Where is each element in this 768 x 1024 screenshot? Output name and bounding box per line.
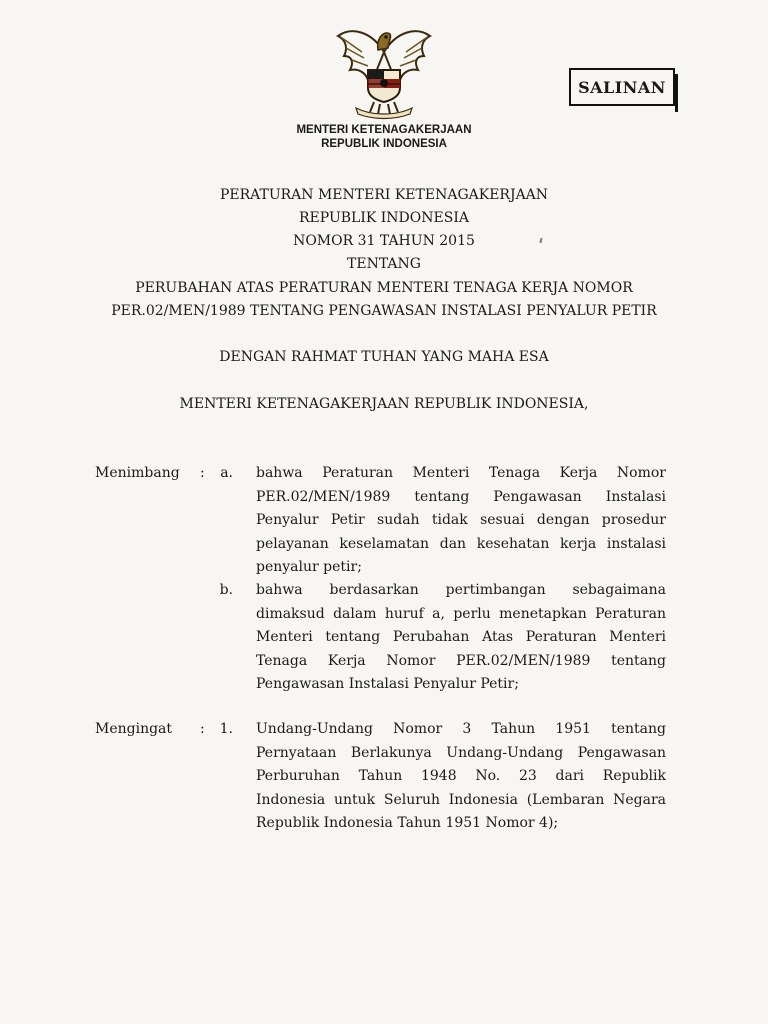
- preamble-line-2: MENTERI KETENAGAKERJAAN REPUBLIK INDONESIA,: [179, 396, 589, 412]
- ministry-line-2: REPUBLIK INDONESIA: [321, 138, 447, 150]
- menimbang-marker-a: a.: [220, 465, 233, 481]
- title-number: NOMOR 31 TAHUN 2015: [293, 233, 475, 249]
- menimbang-item-b: [256, 579, 666, 697]
- ministry-header: [0, 123, 768, 151]
- text-line: Pengawasan Instalasi Penyalur Petir;: [256, 676, 519, 692]
- ministry-line-1: MENTERI KETENAGAKERJAAN: [296, 124, 472, 136]
- text-line: Indonesia untuk Seluruh Indonesia (Lembaran Negara: [256, 791, 666, 808]
- title-line-2: REPUBLIK INDONESIA: [299, 210, 469, 226]
- text-line: Perburuhan Tahun 1948 No. 23 dari Republik: [256, 768, 666, 784]
- mengingat-marker-1: 1.: [219, 721, 233, 737]
- preamble-line-1: DENGAN RAHMAT TUHAN YANG MAHA ESA: [219, 349, 549, 365]
- title-tentang: TENTANG: [347, 256, 421, 272]
- text-line: Republik Indonesia Tahun 1951 Nomor 4);: [256, 815, 559, 831]
- menimbang-colon: :: [200, 465, 205, 481]
- menimbang-label: Menimbang: [95, 465, 180, 481]
- title-subject-1: PERUBAHAN ATAS PERATURAN MENTERI TENAGA KERJA NOMOR: [135, 280, 633, 296]
- text-line: Pernyataan Berlakunya Undang-Undang Pengawasan: [256, 744, 666, 761]
- text-line: Tenaga Kerja Nomor PER.02/MEN/1989 tentang: [256, 652, 666, 669]
- menimbang-marker-b: b.: [219, 582, 233, 598]
- title-subject-2: PER.02/MEN/1989 TENTANG PENGAWASAN INSTALASI PENYALUR PETIR: [111, 303, 657, 319]
- mengingat-colon: :: [200, 721, 205, 737]
- text-line: bahwa berdasarkan pertimbangan sebagaimana: [256, 582, 666, 598]
- text-line: Menteri tentang Perubahan Atas Peraturan Menteri: [256, 629, 666, 645]
- garuda-emblem-icon: [332, 22, 436, 120]
- title-line-1: PERATURAN MENTERI KETENAGAKERJAAN: [219, 187, 549, 203]
- text-line: penyalur petir;: [256, 559, 362, 575]
- salinan-stamp: SALINAN: [569, 68, 675, 106]
- text-line: Penyalur Petir sudah tidak sesuai dengan prosedur: [256, 512, 666, 528]
- text-line: Undang-Undang Nomor 3 Tahun 1951 tentang: [256, 721, 666, 737]
- text-line: PER.02/MEN/1989 tentang Pengawasan Instalasi: [256, 488, 666, 505]
- text-line: pelayanan keselamatan dan kesehatan kerja instalasi: [256, 535, 666, 552]
- mengingat-label: Mengingat: [95, 721, 173, 737]
- text-line: dimaksud dalam huruf a, perlu menetapkan Peraturan: [256, 605, 666, 622]
- mengingat-item-1: [256, 718, 666, 836]
- text-line: bahwa Peraturan Menteri Tenaga Kerja Nomor: [256, 465, 666, 481]
- menimbang-item-a: [256, 462, 666, 580]
